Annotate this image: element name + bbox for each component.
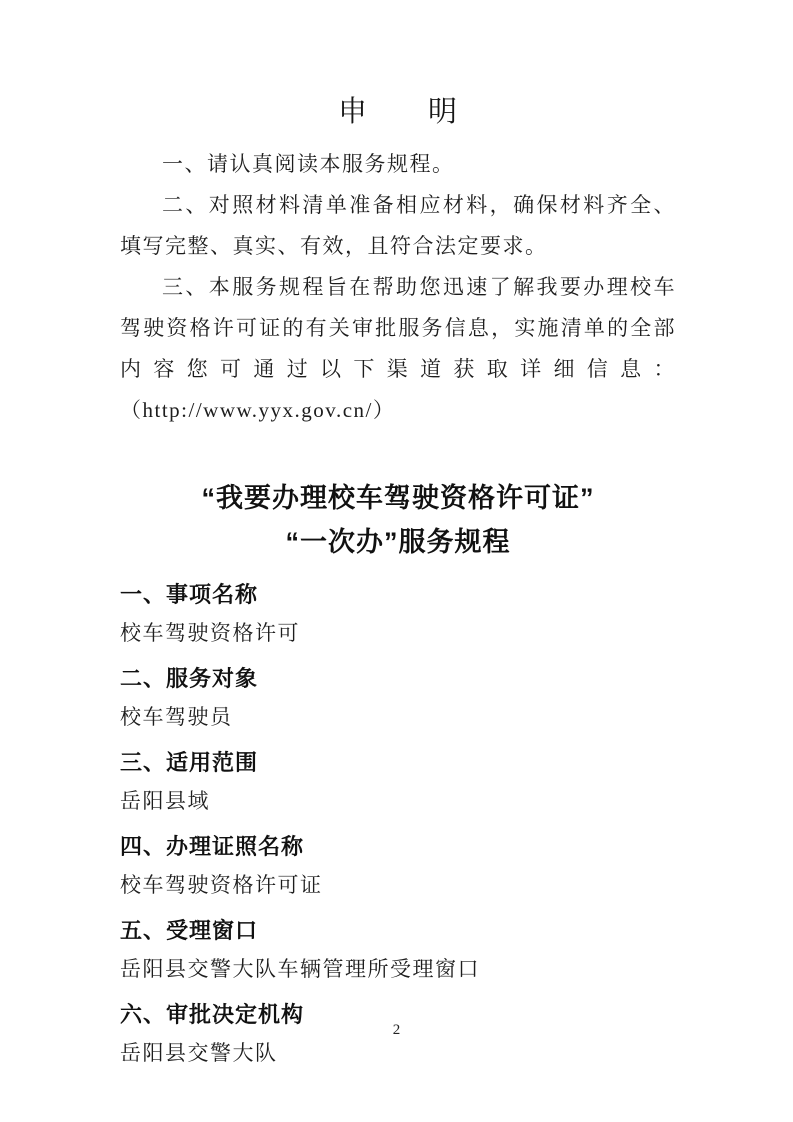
section-body: 岳阳县交警大队 <box>120 1041 278 1065</box>
document-content <box>120 0 676 1068</box>
procedure-title-line1: “我要办理校车驾驶资格许可证” <box>201 483 595 513</box>
page-number: 2 <box>392 1022 401 1038</box>
procedure-title <box>120 476 676 564</box>
section-heading: 五、受理窗口 <box>120 918 259 943</box>
section-body: 岳阳县域 <box>120 789 210 813</box>
declaration-title: 申 明 <box>337 96 458 128</box>
section-body: 校车驾驶员 <box>120 705 233 729</box>
declaration-paragraphs <box>120 144 676 431</box>
section-service-target <box>120 664 676 732</box>
section-item-name <box>120 580 676 648</box>
section-heading: 二、服务对象 <box>120 666 259 691</box>
section-body: 岳阳县交警大队车辆管理所受理窗口 <box>120 957 480 981</box>
section-body: 校车驾驶资格许可证 <box>120 873 323 897</box>
declaration-paragraph-3: 三、本服务规程旨在帮助您迅速了解我要办理校车驾驶资格许可证的有关审批服务信息，实施清单的全部内容您可通过以下渠道获取详细信息：（http://www.yyx.gov.cn/） <box>120 275 676 422</box>
section-heading: 四、办理证照名称 <box>120 834 305 859</box>
declaration-paragraph-1: 一、请认真阅读本服务规程。 <box>162 152 455 176</box>
declaration-paragraph-2: 二、对照材料清单准备相应材料，确保材料齐全、填写完整、真实、有效，且符合法定要求。 <box>120 193 676 258</box>
section-heading: 六、审批决定机构 <box>120 1002 305 1027</box>
section-body: 校车驾驶资格许可 <box>120 621 300 645</box>
section-heading: 三、适用范围 <box>120 750 259 775</box>
section-acceptance-window <box>120 916 676 984</box>
section-applicable-scope <box>120 748 676 816</box>
section-license-name <box>120 832 676 900</box>
section-heading: 一、事项名称 <box>120 582 259 607</box>
procedure-title-line2: “一次办”服务规程 <box>285 527 511 557</box>
